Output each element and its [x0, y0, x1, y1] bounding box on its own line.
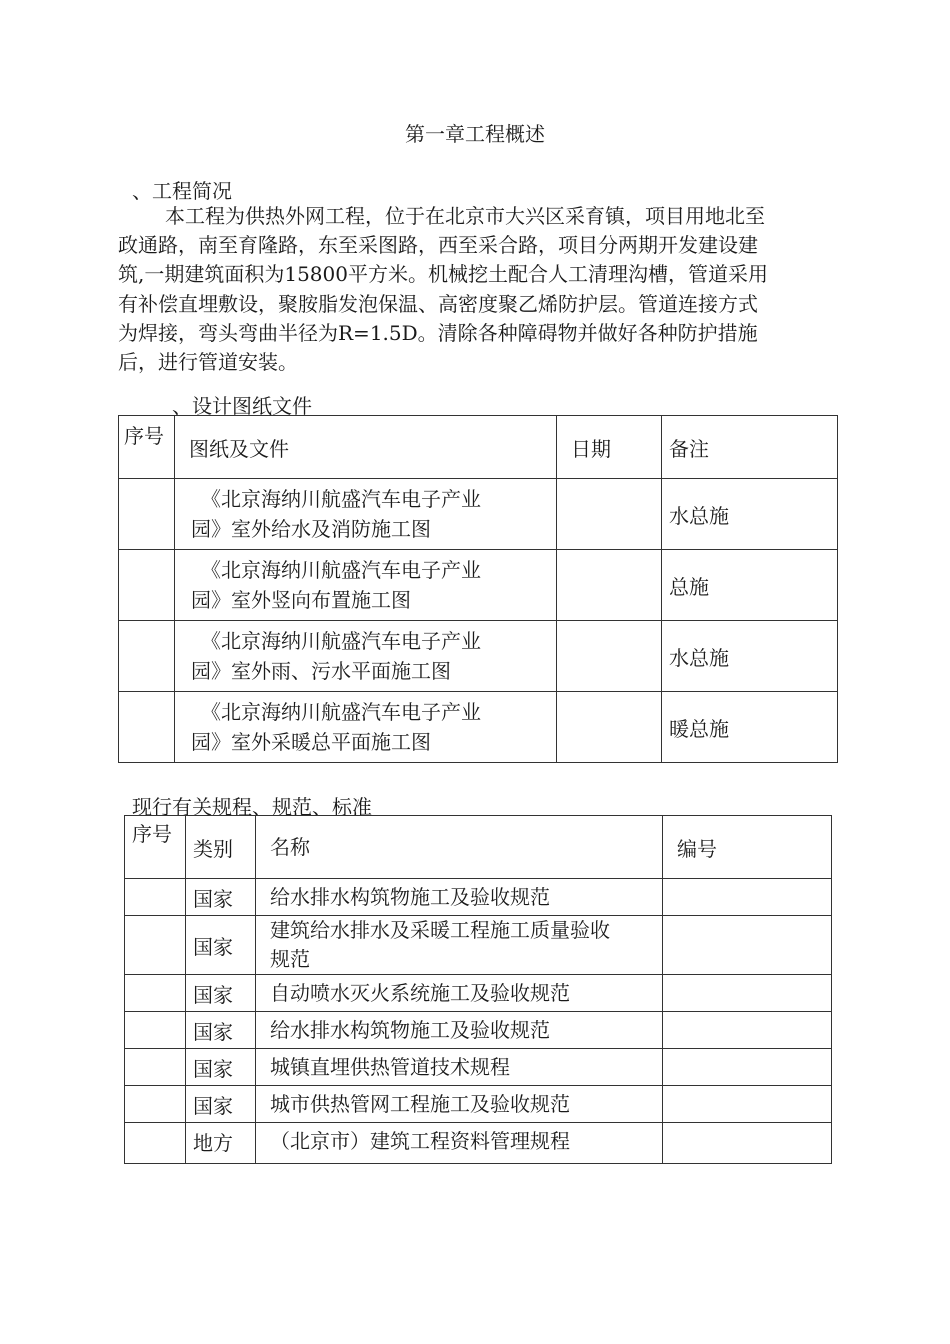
code-cell: [663, 1049, 832, 1086]
paragraph-line: 后，进行管道安装。: [118, 350, 298, 375]
header-category: 类别: [186, 816, 256, 879]
code-cell: [663, 879, 832, 916]
paragraph-line: 为焊接，弯头弯曲半径为R=1.5D。清除各种障碍物并做好各种防护措施: [118, 320, 758, 345]
header-date: 日期: [557, 416, 662, 479]
table-header-row: [125, 816, 832, 879]
document-name-line: 园》室外采暖总平面施工图: [191, 730, 431, 754]
date-cell: [557, 621, 662, 692]
paragraph-line: 有补偿直埋敷设，聚胺脂发泡保温、高密度聚乙烯防护层。管道连接方式: [118, 291, 758, 316]
code-cell: [663, 975, 832, 1012]
document-name-cell: [175, 550, 557, 621]
standard-name-cell: 给水排水构筑物施工及验收规范: [256, 879, 663, 916]
seq-cell: [119, 479, 175, 550]
document-name-line: 《北京海纳川航盛汽车电子产业: [201, 558, 481, 582]
table-row: [119, 692, 838, 763]
date-cell: [557, 479, 662, 550]
seq-cell: [125, 975, 186, 1012]
document-name-line: 《北京海纳川航盛汽车电子产业: [201, 629, 481, 653]
seq-cell: [119, 550, 175, 621]
standard-name-cell: 自动喷水灭火系统施工及验收规范: [256, 975, 663, 1012]
table-row: [125, 975, 832, 1012]
drawings-table: [118, 415, 838, 763]
category-cell: 国家: [186, 1012, 256, 1049]
seq-cell: [119, 621, 175, 692]
table-header-row: [119, 416, 838, 479]
paragraph-line: 筑,一期建筑面积为15800平方米。机械挖土配合人工清理沟槽，管道采用: [118, 262, 768, 287]
category-cell: 国家: [186, 916, 256, 975]
note-cell: 水总施: [662, 621, 838, 692]
code-cell: [663, 1012, 832, 1049]
table-row: [119, 479, 838, 550]
table-row: [125, 1012, 832, 1049]
document-name-line: 园》室外雨、污水平面施工图: [191, 659, 451, 683]
seq-cell: [125, 1123, 186, 1164]
table-row: [125, 879, 832, 916]
note-cell: 总施: [662, 550, 838, 621]
header-document: 图纸及文件: [175, 416, 557, 479]
seq-cell: [119, 692, 175, 763]
standards-table: [124, 815, 832, 1164]
seq-cell: [125, 879, 186, 916]
header-name: 名称: [256, 816, 663, 879]
standard-name-cell: 给水排水构筑物施工及验收规范: [256, 1012, 663, 1049]
table-row: [125, 1049, 832, 1086]
table-row: [125, 1123, 832, 1164]
header-note: 备注: [662, 416, 838, 479]
paragraph-line: 本工程为供热外网工程，位于在北京市大兴区采育镇，项目用地北至: [165, 204, 765, 228]
header-seq: 序号: [125, 816, 186, 879]
date-cell: [557, 692, 662, 763]
standard-name-cell: 城镇直埋供热管道技术规程: [256, 1049, 663, 1086]
note-cell: 暖总施: [662, 692, 838, 763]
category-cell: 国家: [186, 1049, 256, 1086]
section-heading-overview: 、工程简况: [132, 179, 232, 203]
code-cell: [663, 916, 832, 975]
section-heading-standards: 现行有关规程、规范、标准: [132, 795, 372, 819]
overview-paragraph: [118, 202, 838, 377]
document-name-line: 《北京海纳川航盛汽车电子产业: [201, 487, 481, 511]
document-name-line: 园》室外竖向布置施工图: [191, 588, 411, 612]
table-row: [119, 550, 838, 621]
date-cell: [557, 550, 662, 621]
note-cell: 水总施: [662, 479, 838, 550]
table-row: [125, 916, 832, 975]
standard-name-cell: 城市供热管网工程施工及验收规范: [256, 1086, 663, 1123]
document-name-cell: [175, 479, 557, 550]
category-cell: 国家: [186, 879, 256, 916]
seq-cell: [125, 1086, 186, 1123]
seq-cell: [125, 1049, 186, 1086]
document-name-line: 园》室外给水及消防施工图: [191, 517, 431, 541]
document-name-cell: [175, 692, 557, 763]
code-cell: [663, 1086, 832, 1123]
category-cell: 国家: [186, 975, 256, 1012]
category-cell: 地方: [186, 1123, 256, 1164]
category-cell: 国家: [186, 1086, 256, 1123]
seq-cell: [125, 916, 186, 975]
standard-name-cell: [256, 916, 663, 975]
code-cell: [663, 1123, 832, 1164]
table-row: [125, 1086, 832, 1123]
chapter-title: 第一章工程概述: [405, 122, 545, 146]
seq-cell: [125, 1012, 186, 1049]
section-heading-drawings: 、设计图纸文件: [172, 394, 312, 418]
standard-name-line: 建筑给水排水及采暖工程施工质量验收: [270, 918, 610, 942]
document-name-line: 《北京海纳川航盛汽车电子产业: [201, 700, 481, 724]
document-name-cell: [175, 621, 557, 692]
table-row: [119, 621, 838, 692]
standard-name-line: 规范: [270, 947, 310, 971]
header-code: 编号: [663, 816, 832, 879]
paragraph-line: 政通路，南至育隆路，东至采图路，西至采合路，项目分两期开发建设建: [118, 233, 758, 258]
header-seq: 序号: [119, 416, 175, 479]
standard-name-cell: （北京市）建筑工程资料管理规程: [256, 1123, 663, 1164]
